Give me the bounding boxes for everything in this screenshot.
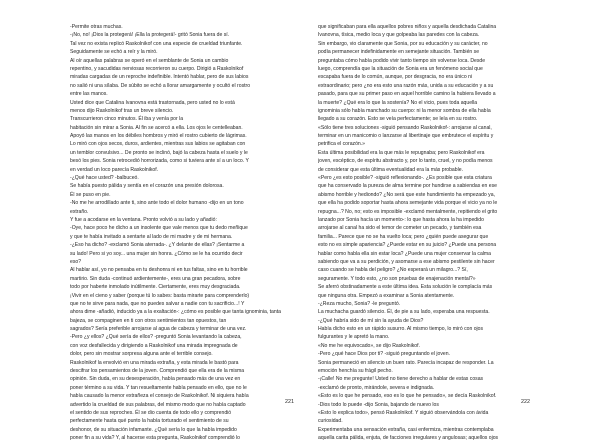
text-line: miradas cargadas de un reproche indefinible. Intentó hablar, pero de sus labios: [70, 74, 249, 81]
text-line: Raskolnikof la envolvió en una mirada extraña, y esta mirada le bastó para: [70, 359, 239, 366]
text-line: esto no es simple apariencia? ¿Puede estar en su juicio? ¿Puede una persona: [318, 242, 497, 249]
text-line: Ivanovna, tísica, medio loca y que golpeaba las paredes con la cabeza.: [318, 32, 480, 39]
text-line: joven, escéptico, de espíritu abstracto y, por lo tanto, cruel, y no podía menos: [318, 158, 493, 165]
text-line: que ha conservado la pureza de alma termine por hundirse a sabiendas en ese: [318, 183, 497, 190]
text-line: de considerar que esta última eventualidad era la más probable.: [318, 166, 463, 173]
text-line: Y fue a acodarse en la ventana. Pronto volvió a su lado y añadió:: [70, 216, 217, 223]
text-line: -¡No, no! ¡Dios la protegerá! ¡Ella la protegerá!- gritó Sonia fuera de sí.: [70, 32, 230, 39]
text-line: -¿Qué habría sido de mí sin la ayuda de Dios?: [318, 317, 424, 324]
text-line: la muerte? ¿Qué era lo que la sostenía? No el vicio, pues toda aquella: [318, 99, 478, 106]
text-line: escapaba fuera de lo común, aunque, por desgracia, no era único ni: [318, 74, 473, 81]
text-line: «Sólo tiene tres soluciones -siguió pensando Raskolnikof-: arrojarse al canal,: [318, 124, 492, 131]
text-line: Se aferró obstinadamente a este última idea. Esta solución le complacía más: [318, 284, 493, 291]
left-page-text: [70, 23, 298, 443]
text-line: -Pero ¿qué hace Dios por ti? -siguió preguntando el joven.: [318, 351, 450, 358]
text-line: el sentido de sus reproches. Él se dio cuenta de todo ello y comprendió: [70, 409, 232, 416]
text-line: familia... Parece que no se ha vuelto loca; pero ¿quién puede asegurar que: [318, 233, 489, 240]
text-line: no salió ni una sílaba. De súbito se echó a llorar amargamente y ocultó el rostro: [70, 82, 251, 89]
text-line: aquella carita pálida, enjuta, de facciones irregulares y angulosas; aquellos ojos: [318, 435, 499, 442]
text-line: -exclamó de pronto, mirándole, severa e indignada.: [318, 384, 435, 391]
text-line: Había dicho esto en un rápido susurro. Al mismo tiempo, lo miró con ojos: [318, 326, 484, 333]
text-line: Lo miró con ojos secos, duros, ardientes, mientras sus labios se agitaban con: [70, 141, 246, 148]
text-line: petrifica el corazón.»: [318, 141, 366, 148]
text-line: extraño.: [70, 208, 89, 215]
text-line: -¿Qué hace usted? -balbuceó.: [70, 175, 139, 182]
text-line: advertido la crueldad de sus palabras, del mismo modo que no había captado: [70, 401, 246, 408]
text-line: seguramente. Y todo esto, ¿no son pruebas de enajenación mental?»: [318, 275, 476, 282]
text-line: «Esto lo explica todo», pensó Raskolnikof. Y siguió observándola con ávida: [318, 409, 489, 416]
text-line: lanzado por Sonia hacía un momento-: lo que hasta ahora la ha impedido: [318, 216, 484, 223]
text-line: eso?: [70, 258, 82, 265]
text-line: que ella ha podido soportar hasta ahora semejante vida porque el vicio ya no le: [318, 200, 498, 207]
text-line: menos dijo Raskolnikof tras un breve silencio.: [70, 107, 174, 114]
text-line: «No me he equivocado», se dijo Raskolnikof.: [318, 342, 420, 349]
text-line: deshonor, de su situación infamante. ¿Qué sería lo que la había impedido: [70, 426, 237, 433]
text-line: que no te sirve para nada, que no puedes salvar a nadie con tu sacrificio...! Y: [70, 300, 245, 307]
text-line: sagrados? Sería preferible arrojarse al agua de cabeza y terminar de una vez.: [70, 326, 247, 333]
text-line: Se había puesto pálida y sentía en el corazón una presión dolorosa.: [70, 183, 224, 190]
text-line: fulgurantes y le apretó la mano.: [318, 334, 390, 341]
text-line: habitación sin mirar a Sonia. Al fin se acercó a ella. Los ojos le centelleaban.: [70, 124, 243, 131]
text-line: que significaban para ella aquellos pobres niños y aquella desdichada Catalina: [318, 24, 497, 30]
text-line: Esta última posibilidad era la que más le repugnaba; pero Raskolnikof era: [318, 149, 485, 156]
text-line: Apoyó las manos en los débiles hombros y miró el rostro cubierto de lágrimas.: [70, 133, 247, 140]
left-page-number: 221: [285, 399, 294, 405]
text-line: curiosidad.: [318, 418, 343, 425]
text-line: ¡Vivir en el cieno y saber (porque tú lo sabes: basta mirarte para comprenderlo): [70, 292, 250, 299]
text-line: «Pero ¿es esto posible? -siguió reflexionando-. ¿Es posible que esta criatura: [318, 175, 492, 182]
text-line: -¡Calle! No me pregunte! Usted no tiene derecho a hablar de estas cosas: [318, 376, 484, 383]
text-line: Él se puso en pie.: [70, 191, 111, 198]
text-line: hablar como habla ella sin estar loca? ¿Puede una mujer conservar la calma: [318, 250, 491, 257]
text-line: podía permanecer indefinidamente en semejante situación. También se: [318, 49, 480, 56]
text-line: ahora dime -añadió, inducido ya a la exaltación-: ¿cómo es posible que tanta ignominia, tanta: [70, 309, 281, 316]
text-line: -Oye, hace poco he dicho a un insolente que vale menos que tu dedo meñique: [70, 225, 248, 232]
text-line: extraordinario; pero ¿no era esto una razón más, unida a su educación y a su: [318, 82, 494, 89]
text-line: luego, comprendía que la situación de Sonia era un fenómeno social que: [318, 65, 483, 72]
right-page-text: [318, 23, 546, 443]
text-line: -¿Reza mucho, Sonia? -le preguntó.: [318, 300, 401, 307]
text-line: preguntaba cómo había podido vivir tanto tiempo sin volverse loca. Desde: [318, 57, 486, 64]
text-line: Sonia permaneció en silencio un buen rato. Parecía incapaz de responder. La: [318, 359, 494, 366]
text-line: Al hablar así, yo no pensaba en tu deshonra ni en tus faltas, sino en tu horrible: [70, 267, 248, 274]
text-line: Experimentaba una sensación extraña, casi enfermiza, mientras contemplaba: [318, 426, 494, 433]
text-line: con voz desfallecida y dirigiendo a Raskolnikof una mirada impregnada de: [70, 342, 238, 349]
text-line: repentino, y sacudidas nerviosas recorrieron su cuerpo. Dirigió a Raskolnikof: [70, 65, 244, 72]
text-line: pasado, para que su primer paso en aquel horrible camino la hubiera llevado a: [318, 91, 496, 98]
text-line: bajeza, se compaginen en ti con otros sentimientos tan opuestos, tan: [70, 317, 227, 324]
text-line: emoción henchía su frágil pecho.: [318, 368, 393, 375]
text-line: todo por haberte inmolado inútilmente. Ciertamente, eres muy desgraciada.: [70, 284, 241, 291]
text-line: perfectamente hasta qué punto la había torturado el sentimiento de su: [70, 418, 229, 425]
text-line: sabiendo que va a su perdición, y asomarse a ese abismo pestilente sin hacer: [318, 258, 495, 265]
text-line: -¿Eso ha dicho? -exclamó Sonia aterrada-. ¿Y delante de ellas? ¡Sentarme a: [70, 242, 245, 249]
text-line: en verdad un loco parecía Raskolnikof.: [70, 166, 159, 173]
text-line: «Esto es lo que he pensado, eso es lo que he pensado», se decía Raskolnikof.: [318, 393, 497, 400]
text-line: llegado a su corazón. Esto se veía perfectamente; se leía en su rostro.: [318, 116, 478, 123]
text-line: Transcurrieron cinco minutos. Él iba y venía por la: [70, 116, 184, 123]
text-line: repugna...? No, no; esto es imposible -exclamó mentalmente, repitiendo el grito: [318, 208, 498, 215]
text-line: Tal vez no exista replicó Raskolnikof con una especie de crueldad triunfante.: [70, 40, 243, 47]
text-line: -Dios todo lo puede -dijo Sonia, bajando de nuevo los: [318, 401, 439, 408]
text-line: descifrar los pensamientos de la joven. Comprendió que ella era de la misma: [70, 368, 245, 375]
right-page-number: 222: [521, 399, 530, 405]
text-line: besó los pies. Sonia retrocedió horrorizada, como si tuviera ante sí a un loco. Y: [70, 158, 249, 165]
text-line: caso cuando se habla del peligro? ¿No esperará un milagro...? Sí,: [318, 267, 468, 274]
text-line: que ninguna otra. Empezó a examinar a Sonia atentamente.: [318, 292, 455, 299]
text-line: -Pero ¿y ellos? ¿Qué sería de ellos? -preguntó Sonia levantando la cabeza,: [70, 334, 242, 341]
text-line: La muchacha guardó silencio. Él, de pie a su lado, esperaba una respuesta.: [318, 309, 490, 316]
text-line: martirio. Sin duda -continuó ardientemente-, eres una gran pecadora, sobre: [70, 275, 241, 282]
text-line: dolor, pero sin mostrar sorpresa alguna ante el terrible consejo.: [70, 351, 213, 358]
text-line: ignominia sólo había manchado su cuerpo: ni la menor sombra de ella había: [318, 107, 491, 114]
text-line: -No me he arrodillado ante ti, sino ante todo el dolor humano -dijo en un tono: [70, 200, 244, 207]
text-line: Sin embargo, vio claramente que Sonia, por su educación y su carácter, no: [318, 40, 488, 47]
text-line: poner término a su vida. Y tan resueltamente había pensado en ello, que no le: [70, 384, 247, 391]
text-line: un temblor convulsivo... De pronto se inclinó, bajó la cabeza hasta el suelo y le: [70, 149, 248, 156]
text-line: arrojarse al canal ha sido el temor de cometer un pecado, y también esa: [318, 225, 482, 232]
text-line: y que te había invitado a sentarte al lado de mi madre y de mi hermana.: [70, 233, 233, 240]
text-line: Al oír aquellas palabras se operó en el semblante de Sonia un cambio: [70, 57, 229, 64]
text-line: abismo horrible y hediondo? ¿No será que este hundimiento ha empezado ya,: [318, 191, 495, 198]
text-line: poner fin a su vida? Y, al hacerse esta pregunta, Raskolnikof comprendió lo: [70, 435, 240, 442]
text-line: Usted dice que Catalina Ivanovna está trastornada, pero usted no lo está: [70, 99, 235, 106]
text-line: su lado! Pero si yo soy... una mujer sin honra. ¿Cómo se le ha ocurrido decir: [70, 250, 243, 257]
text-line: -Permite otras muchas.: [70, 24, 123, 30]
text-line: Seguidamente se echó a reír y la miró.: [70, 49, 158, 56]
text-line: había causado la menor extrañeza el consejo de Raskolnikof. Ni siquiera había: [70, 393, 249, 400]
text-line: opinión. Sin duda, en su desesperación, había pensado más de una vez en: [70, 376, 241, 383]
text-line: terminar en un manicomio o lanzarse al libertinaje que embrutece el espíritu y: [318, 133, 494, 140]
text-line: entre las manos.: [70, 91, 108, 98]
